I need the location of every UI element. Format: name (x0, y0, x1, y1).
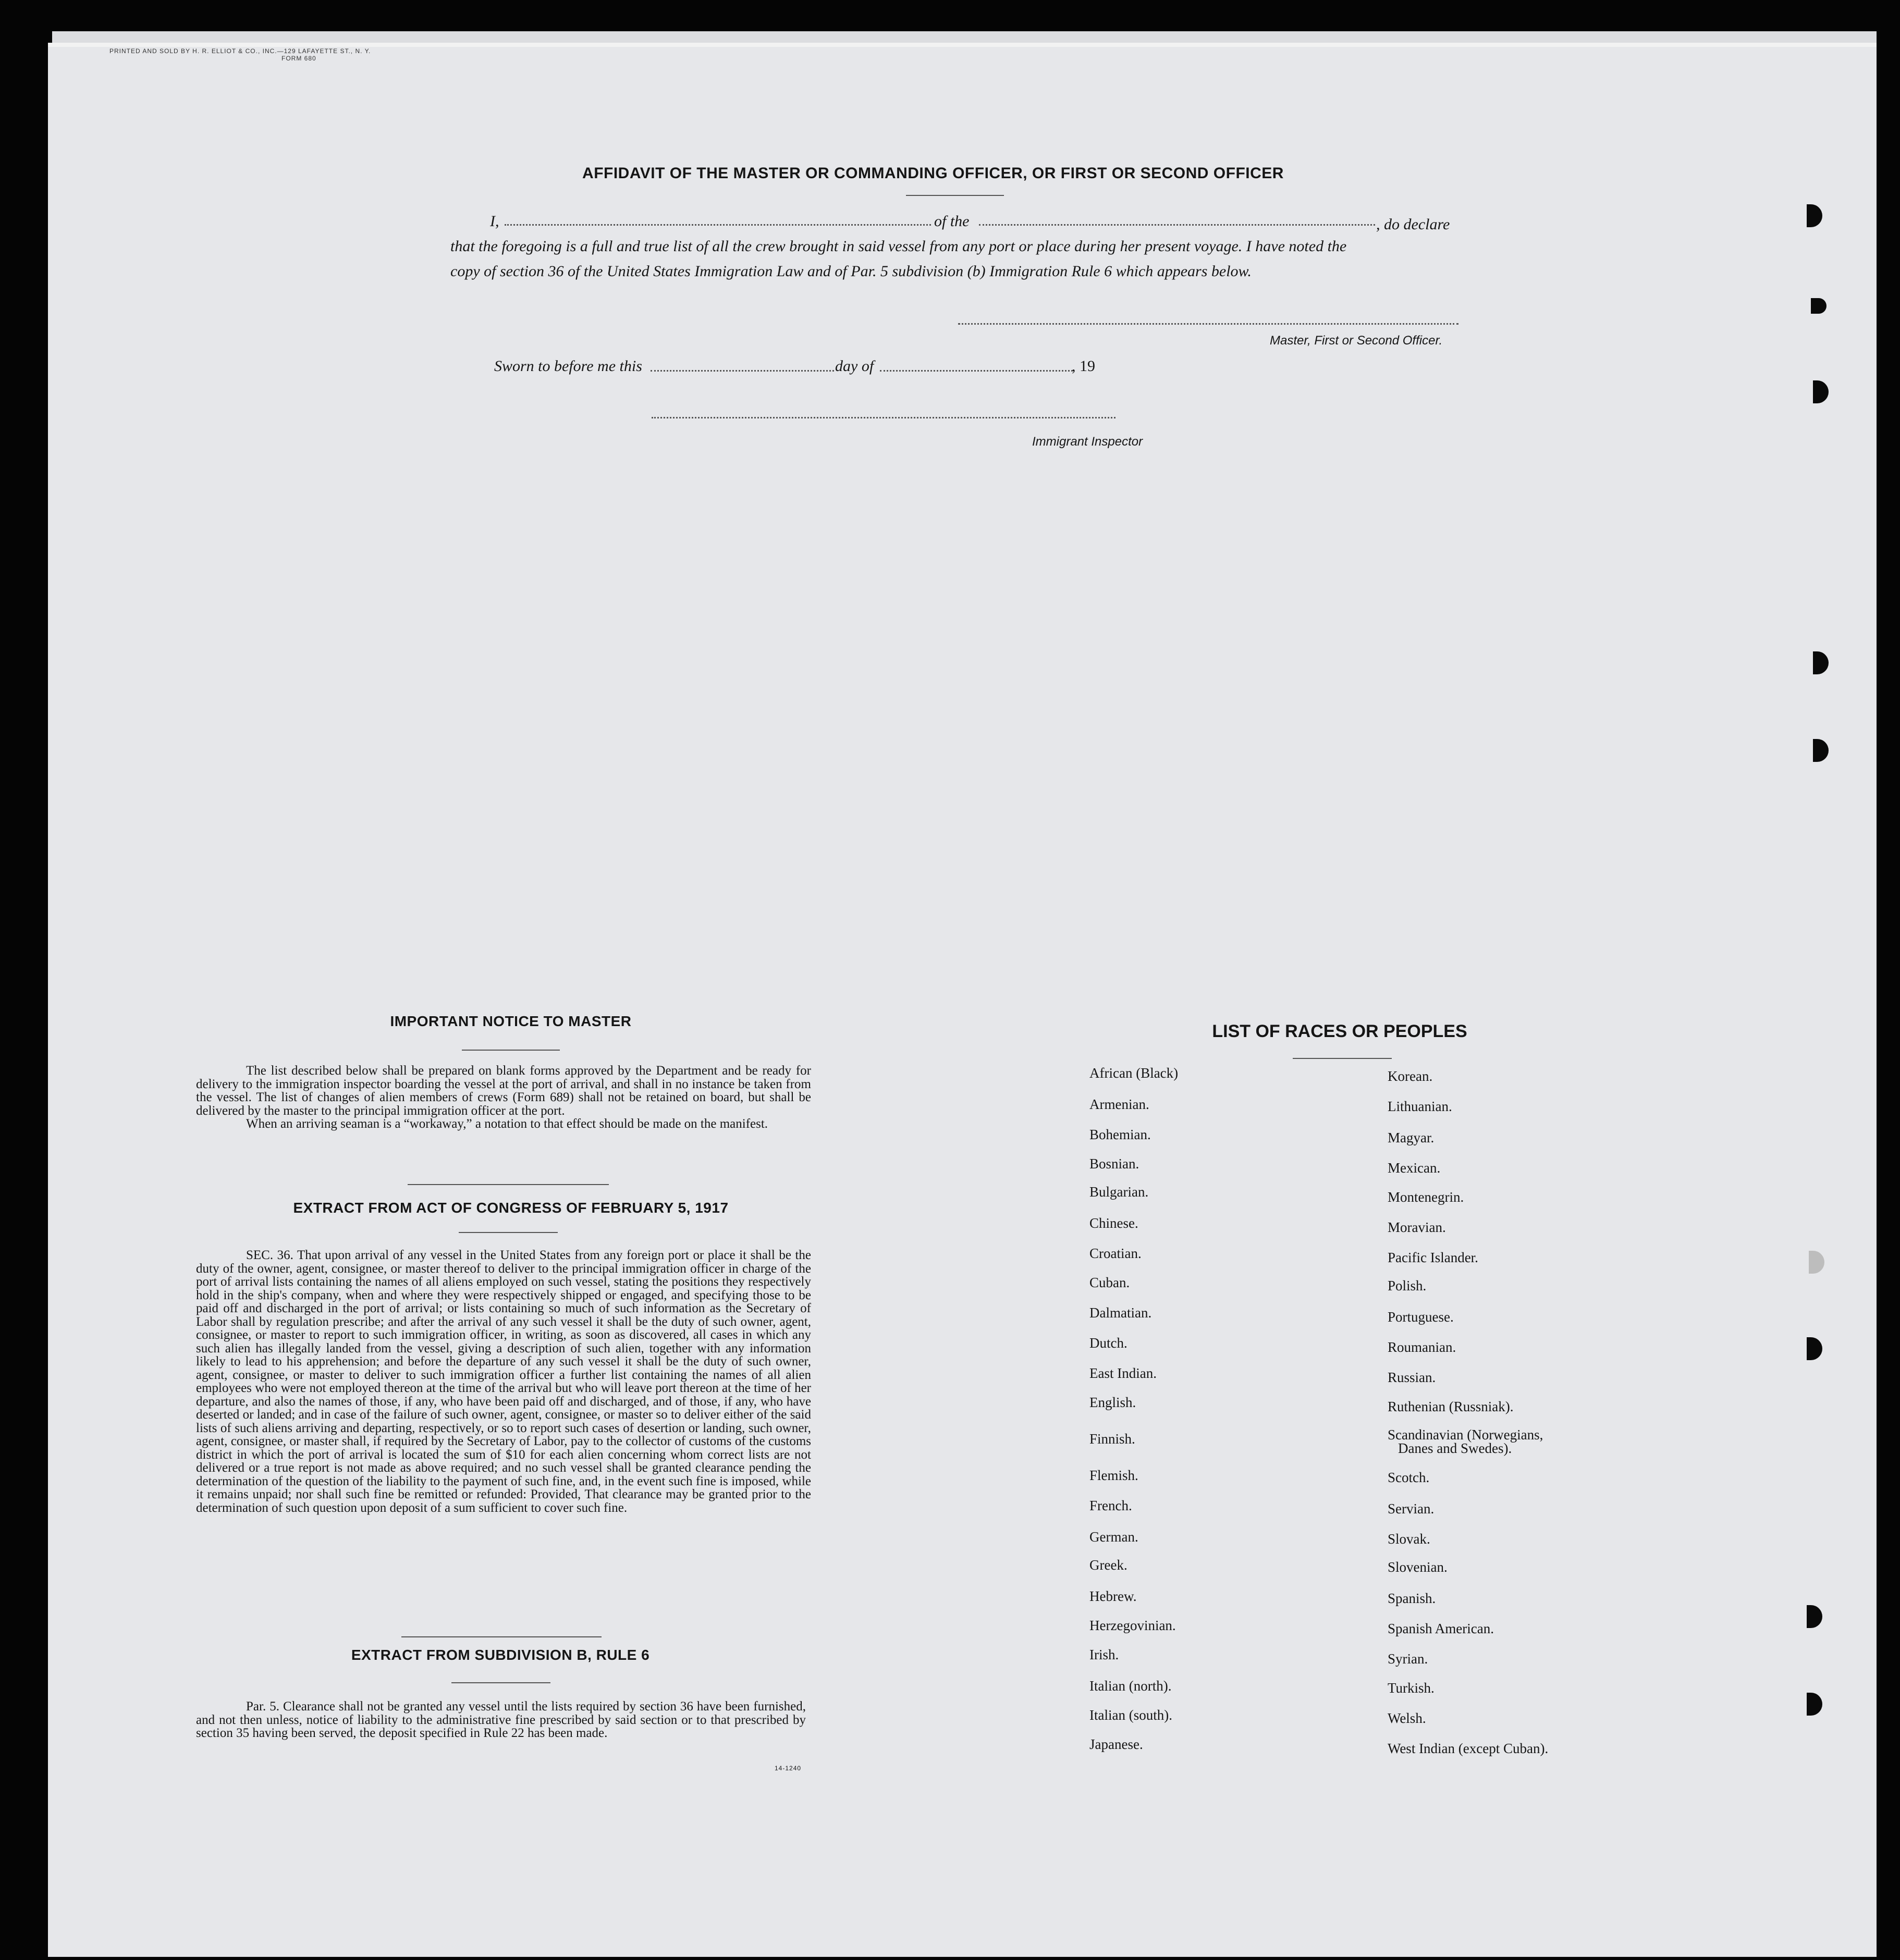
officer-signature-line[interactable] (958, 323, 1458, 325)
extract-act-text-block (196, 1249, 811, 1514)
sworn-prefix: Sworn to before me this (494, 358, 642, 375)
notice-title: IMPORTANT NOTICE TO MASTER (390, 1013, 632, 1029)
divider (906, 195, 1004, 196)
race-item: West Indian (except Cuban). (1388, 1741, 1549, 1756)
race-item: Herzegovinian. (1089, 1618, 1176, 1633)
document-page (48, 43, 1877, 1957)
race-item: Pacific Islander. (1388, 1250, 1478, 1265)
race-item: Magyar. (1388, 1130, 1435, 1145)
divider (451, 1682, 550, 1683)
race-item: Portuguese. (1388, 1309, 1454, 1325)
affidavit-title: AFFIDAVIT OF THE MASTER OR COMMANDING OFFICER, OR FIRST OR SECOND OFFICER (582, 165, 1284, 182)
race-item: Slovenian. (1388, 1559, 1448, 1575)
race-item: Polish. (1388, 1278, 1427, 1293)
extract-rule-text-block (196, 1700, 806, 1740)
race-item: Japanese. (1089, 1736, 1143, 1752)
race-item: Moravian. (1388, 1219, 1446, 1235)
race-item: Bulgarian. (1089, 1184, 1149, 1200)
race-item: Bosnian. (1089, 1156, 1139, 1172)
divider (462, 1050, 560, 1051)
race-item: Slovak. (1388, 1531, 1430, 1547)
affidavit-i: I, (490, 213, 499, 230)
race-item: East Indian. (1089, 1365, 1157, 1381)
extract-act-text: SEC. 36. That upon arrival of any vessel in the United States from any foreign port or place it shall be the duty of the owner, agent, consignee, or master thereof to deliver to the principal immigration officer in charge of the port of arrival lists containing the names of all aliens employed on such vessel, stating the positions they respectively hold in the ship's company, when and where they were respectively shipped or engaged, and specifying those to be paid off and discharged in the port of arrival; or lists containing so much of such information as the Secretary of Labor shall by regulation prescribe; and after the arrival of any such vessel it shall be the duty of such owner, agent, consignee, or master to report to such immigration officer, in writing, as soon as discovered, all cases in which any such alien has illegally landed from the vessel, giving a description of such alien, together with any information likely to lead to his apprehension; and before the departure of any such vessel it shall be the duty of such owner, agent, consignee, or master to deliver to such immigration officer a further list containing the names of all alien employees who were not employed thereon at the time of the arrival but who will leave port thereon at the time of her departure, and also the names of those, if any, who have been paid off and discharged, and of those, if any, who have deserted or landed; and in case of the failure of such owner, agent, consignee, or master so to deliver either of the said lists of such aliens arriving and departing, respectively, or so to report such cases of desertion or landing, such owner, agent, consignee, or master shall, if required by the Secretary of Labor, pay to the collector of customs of the customs district in which the port of arrival is located the sum of $10 for each alien concerning whom correct lists are not delivered or a true report is not made as above required; and no such vessel shall be granted clearance pending the determination of the question of the liability to the payment of such fine, and, in the event such fine is imposed, while it remains unpaid; nor shall such fine be remitted or refunded: Provided, That clearance may be granted prior to the determination of such question upon deposit of a sum sufficient to cover such fine. (196, 1248, 811, 1515)
race-item: Italian (north). (1089, 1678, 1172, 1694)
race-item: Italian (south). (1089, 1707, 1172, 1723)
race-item: Danes and Swedes). (1398, 1440, 1512, 1456)
race-item: Dalmatian. (1089, 1305, 1152, 1321)
race-item: Russian. (1388, 1370, 1436, 1385)
extract-rule-text: Par. 5. Clearance shall not be granted any vessel until the lists required by section 36 have been furnished, and not then unless, notice of liability to the administrative fine prescribed by said section or to that prescribed by section 35 having been served, the deposit specified in Rule 22 has been made. (196, 1699, 806, 1740)
affidavit-do-declare: , do declare (1376, 216, 1450, 233)
sworn-day-of: day of (835, 358, 874, 375)
officer-signature-caption: Master, First or Second Officer. (1270, 334, 1443, 348)
form-code: 14-1240 (775, 1765, 802, 1772)
divider (401, 1636, 602, 1637)
race-item: Scotch. (1388, 1470, 1430, 1485)
race-item: Flemish. (1089, 1468, 1138, 1483)
race-item: Servian. (1388, 1501, 1435, 1517)
sworn-month-field[interactable] (880, 370, 1073, 372)
race-item: Syrian. (1388, 1651, 1428, 1667)
affidavit-line-2: that the foregoing is a full and true list of all the crew brought in said vessel from any port or place during her present voyage. I have noted the (450, 238, 1347, 255)
printer-imprint (109, 47, 371, 62)
race-item: Roumanian. (1388, 1339, 1456, 1355)
race-item: Mexican. (1388, 1160, 1441, 1176)
race-item: English. (1089, 1395, 1136, 1410)
race-item: Chinese. (1089, 1215, 1138, 1231)
race-item: Finnish. (1089, 1431, 1135, 1447)
name-field[interactable] (505, 224, 931, 226)
race-item: Ruthenian (Russniak). (1388, 1399, 1514, 1414)
divider (408, 1184, 609, 1185)
notice-paragraph-2: When an arriving seaman is a “workaway,” a notation to that effect should be made on the manifest. (246, 1117, 768, 1131)
race-item: Turkish. (1388, 1680, 1435, 1696)
divider (459, 1232, 558, 1233)
extract-rule-title: EXTRACT FROM SUBDIVISION B, RULE 6 (351, 1647, 650, 1663)
race-item: French. (1089, 1498, 1132, 1513)
sworn-year: , 19 (1072, 358, 1095, 375)
race-item: Cuban. (1089, 1275, 1130, 1290)
notice-paragraph-1: The list described below shall be prepared on blank forms approved by the Department and be ready for delivery to the immigration inspector boarding the vessel at the port of arrival, and shall in no instance be taken from the vessel. The list of changes of alien members of crews (Form 689) shall not be retained on board, but shall be delivered by the master to the principal immigration officer at the port. (196, 1064, 811, 1118)
race-item: Dutch. (1089, 1335, 1127, 1351)
vessel-field[interactable] (979, 224, 1375, 226)
race-item: Scandinavian (Norwegians, (1388, 1427, 1543, 1443)
form-number: FORM 680 (281, 55, 316, 62)
inspector-signature-line[interactable] (652, 417, 1116, 418)
race-item: Greek. (1089, 1557, 1127, 1573)
race-item: Irish. (1089, 1647, 1119, 1662)
race-item: Spanish American. (1388, 1621, 1494, 1636)
sworn-day-field[interactable] (651, 370, 834, 372)
race-item: Spanish. (1388, 1591, 1436, 1606)
race-item: Korean. (1388, 1068, 1433, 1084)
affidavit-of-the: of the (934, 213, 970, 230)
inspector-caption: Immigrant Inspector (1032, 435, 1143, 449)
printer-line: PRINTED AND SOLD BY H. R. ELLIOT & CO., INC.—129 LAFAYETTE ST., N. Y. (109, 47, 371, 55)
race-item: Croatian. (1089, 1246, 1142, 1261)
race-item: Armenian. (1089, 1096, 1149, 1112)
divider (1293, 1058, 1392, 1059)
extract-act-title: EXTRACT FROM ACT OF CONGRESS OF FEBRUARY 5, 1917 (293, 1200, 729, 1216)
race-item: Montenegrin. (1388, 1189, 1464, 1205)
affidavit-line-3: copy of section 36 of the United States Immigration Law and of Par. 5 subdivision (b) Immigration Rule 6 which appears below. (450, 263, 1252, 280)
race-item: African (Black) (1089, 1065, 1179, 1081)
punch-hole-icon (1811, 298, 1827, 314)
race-item: Lithuanian. (1388, 1099, 1452, 1114)
notice-text (196, 1064, 811, 1131)
race-item: Bohemian. (1089, 1127, 1151, 1142)
race-item: German. (1089, 1529, 1138, 1545)
races-title: LIST OF RACES OR PEOPLES (1212, 1021, 1467, 1041)
race-item: Welsh. (1388, 1710, 1426, 1726)
race-item: Hebrew. (1089, 1588, 1137, 1604)
